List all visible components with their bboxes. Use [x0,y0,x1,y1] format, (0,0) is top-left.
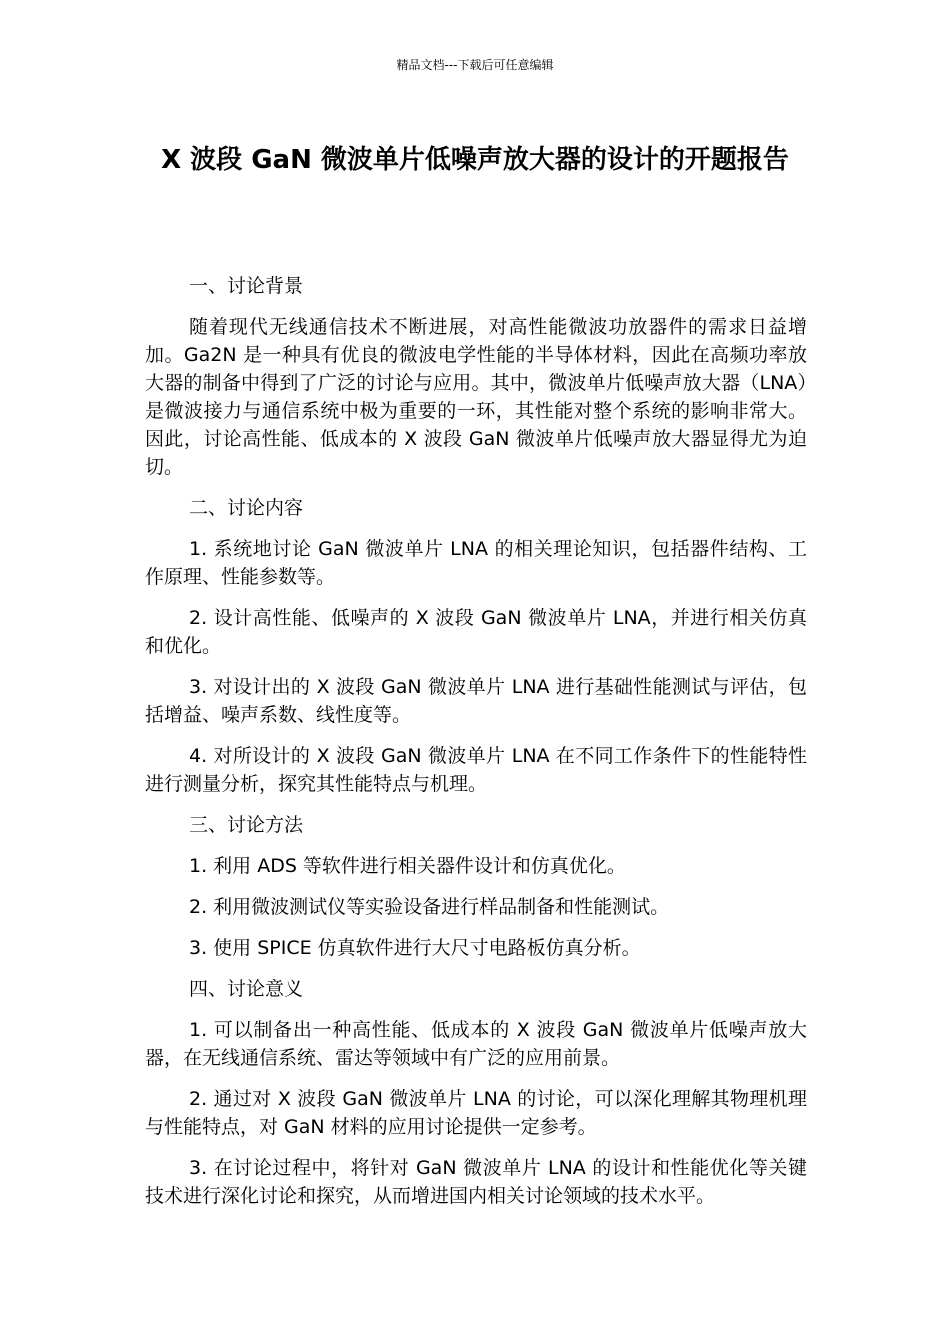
list-item: 2. 通过对 X 波段 GaN 微波单片 LNA 的讨论，可以深化理解其物理机理与性能特点，对 GaN 材料的应用讨论提供一定参考。 [145,1088,807,1138]
section-heading: 一、讨论背景 [189,275,304,297]
list-item: 3. 在讨论过程中，将针对 GaN 微波单片 LNA 的设计和性能优化等关键技术进行深化讨论和探究，从而增进国内相关讨论领域的技术水平。 [145,1157,807,1207]
list-item: 4. 对所设计的 X 波段 GaN 微波单片 LNA 在不同工作条件下的性能特性进行测量分析，探究其性能特点与机理。 [145,745,807,795]
section-heading: 二、讨论内容 [189,497,304,519]
section-significance [145,975,807,1210]
page-header: 精品文档---下载后可任意编辑 [396,58,554,72]
section-content [145,494,807,798]
list-item: 1. 系统地讨论 GaN 微波单片 LNA 的相关理论知识，包括器件结构、工作原理、性能参数等。 [145,538,807,588]
list-item: 3. 使用 SPICE 仿真软件进行大尺寸电路板仿真分析。 [189,937,641,959]
paragraph: 随着现代无线通信技术不断进展，对高性能微波功放器件的需求日益增加。Ga2N 是一种具有优良的微波电学性能的半导体材料，因此在高频功率放大器的制备中得到了广泛的讨论与应用。其中，微波单片低噪声放大器（LNA）是微波接力与通信系统中极为重要的一环，其性能对整个系统的影响非常大。因此，讨论高性能、低成本的 X 波段 GaN 微波单片低噪声放大器显得尤为迫切。 [145,316,807,478]
list-item: 3. 对设计出的 X 波段 GaN 微波单片 LNA 进行基础性能测试与评估，包括增益、噪声系数、线性度等。 [145,676,807,726]
section-heading: 四、讨论意义 [189,978,304,1000]
section-methods [145,811,807,962]
document-title: X 波段 GaN 微波单片低噪声放大器的设计的开题报告 [161,145,789,175]
list-item: 2. 利用微波测试仪等实验设备进行样品制备和性能测试。 [189,896,670,918]
document-body [145,272,807,1223]
section-background [145,272,807,481]
list-item: 1. 可以制备出一种高性能、低成本的 X 波段 GaN 微波单片低噪声放大器，在无线通信系统、雷达等领域中有广泛的应用前景。 [145,1019,807,1069]
section-heading: 三、讨论方法 [189,814,304,836]
list-item: 1. 利用 ADS 等软件进行相关器件设计和仿真优化。 [189,855,626,877]
list-item: 2. 设计高性能、低噪声的 X 波段 GaN 微波单片 LNA，并进行相关仿真和优化。 [145,607,807,657]
